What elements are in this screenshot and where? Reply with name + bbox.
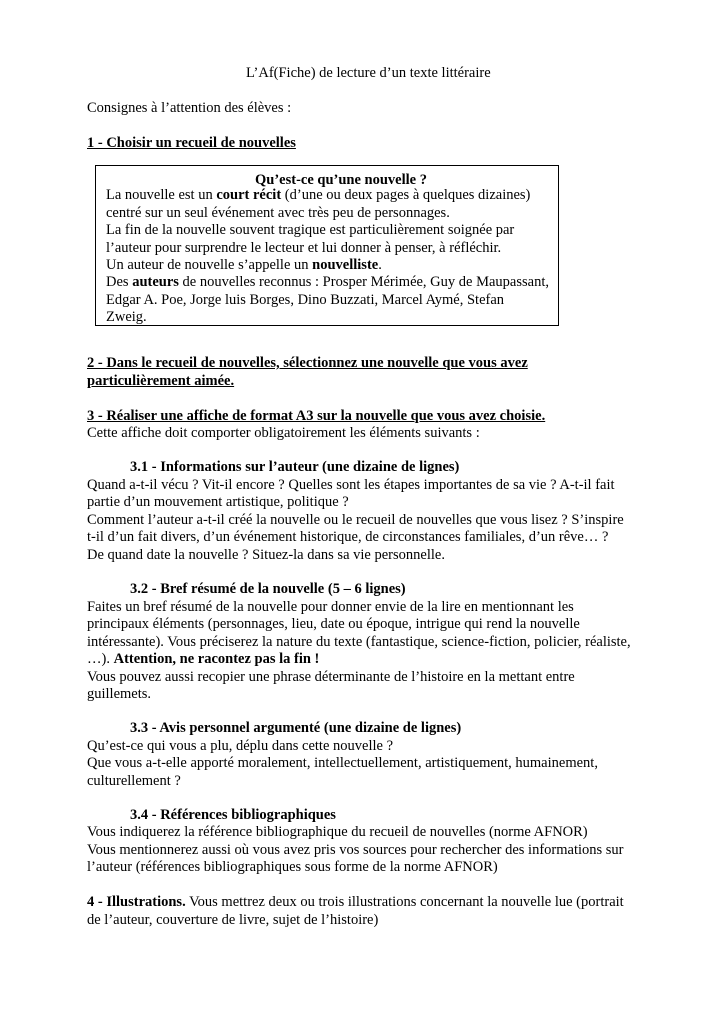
step2-heading-line-1: 2 - Dans le recueil de nouvelles, sélectionnez une nouvelle que vous avez bbox=[87, 355, 528, 371]
section-3-2-line-5: Vous pouvez aussi recopier une phrase déterminante de l’histoire en la mettant entre bbox=[87, 669, 575, 685]
document-title: L’Af(Fiche) de lecture d’un texte littéraire bbox=[246, 65, 491, 81]
section-3-1-heading: 3.1 - Informations sur l’auteur (une dizaine de lignes) bbox=[130, 459, 460, 475]
section-3-1-line-5: De quand date la nouvelle ? Situez-la dans sa vie personnelle. bbox=[87, 547, 445, 563]
box-line-3: La fin de la nouvelle souvent tragique est particulièrement soignée par bbox=[106, 222, 515, 238]
instructions-label: Consignes à l’attention des élèves : bbox=[87, 100, 292, 116]
section-3-3-line-2: Que vous a-t-elle apporté moralement, intellectuellement, artistiquement, humainement, bbox=[87, 755, 598, 771]
box-line-7: Edgar A. Poe, Jorge luis Borges, Dino Buzzati, Marcel Aymé, Stefan bbox=[106, 292, 505, 308]
box-line-6: Des auteurs de nouvelles reconnus : Prosper Mérimée, Guy de Maupassant, bbox=[106, 274, 549, 290]
section-3-2-line-3: intéressante). Vous préciserez la nature du texte (fantastique, science-fiction, policier, réaliste, bbox=[87, 634, 631, 650]
box-line-2: centré sur un seul événement avec très peu de personnages. bbox=[106, 205, 450, 221]
section-3-2-line-2: principaux éléments (personnages, lieu, date ou époque, intrigue qui rend la nouvelle bbox=[87, 616, 580, 632]
section-3-4-line-1: Vous indiquerez la référence bibliographique du recueil de nouvelles (norme AFNOR) bbox=[87, 824, 588, 840]
section-3-3-line-1: Qu’est-ce qui vous a plu, déplu dans cette nouvelle ? bbox=[87, 738, 394, 754]
section-3-1-line-2: partie d’un mouvement artistique, politique ? bbox=[87, 494, 349, 510]
section-3-2-heading: 3.2 - Bref résumé de la nouvelle (5 – 6 lignes) bbox=[130, 581, 406, 597]
step4-heading: 4 - Illustrations. bbox=[87, 894, 186, 910]
box-line-1: La nouvelle est un court récit (d’une ou deux pages à quelques dizaines) bbox=[106, 187, 531, 203]
section-3-1-line-4: t-il d’un fait divers, d’un événement historique, de circonstances familiales, d’un rêve… ? bbox=[87, 529, 609, 545]
section-3-2-line-1: Faites un bref résumé de la nouvelle pour donner envie de la lire en mentionnant les bbox=[87, 599, 574, 615]
step3-intro: Cette affiche doit comporter obligatoirement les éléments suivants : bbox=[87, 425, 480, 441]
step3-heading: 3 - Réaliser une affiche de format A3 sur la nouvelle que vous avez choisie. bbox=[87, 408, 546, 424]
section-3-1-line-1: Quand a-t-il vécu ? Vit-il encore ? Quelles sont les étapes importantes de sa vie ? A-t-il fait bbox=[87, 477, 615, 493]
section-3-1-line-3: Comment l’auteur a-t-il créé la nouvelle ou le recueil de nouvelles que vous lisez ? S’inspire bbox=[87, 512, 624, 528]
step2-heading-line-2: particulièrement aimée. bbox=[87, 373, 235, 389]
step1-heading: 1 - Choisir un recueil de nouvelles bbox=[87, 135, 296, 151]
step4-line-2: de l’auteur, couverture de livre, sujet de l’histoire) bbox=[87, 912, 379, 928]
box-line-4: l’auteur pour surprendre le lecteur et lui donner à penser, à réfléchir. bbox=[106, 240, 502, 256]
box-line-8: Zweig. bbox=[106, 309, 147, 325]
section-3-4-line-2: Vous mentionnerez aussi où vous avez pris vos sources pour rechercher des informations sur bbox=[87, 842, 624, 858]
section-3-2-line-4: …). Attention, ne racontez pas la fin ! bbox=[87, 651, 320, 667]
box-line-5: Un auteur de nouvelle s’appelle un nouvelliste. bbox=[106, 257, 382, 273]
section-3-4-heading: 3.4 - Références bibliographiques bbox=[130, 807, 336, 823]
section-3-3-heading: 3.3 - Avis personnel argumenté (une dizaine de lignes) bbox=[130, 720, 462, 736]
section-3-3-line-3: culturellement ? bbox=[87, 773, 181, 789]
box-title: Qu’est-ce qu’une nouvelle ? bbox=[255, 172, 427, 188]
section-3-2-line-6: guillemets. bbox=[87, 686, 152, 702]
step4-line-1: 4 - Illustrations. Vous mettrez deux ou trois illustrations concernant la nouvelle lue (portrait bbox=[87, 894, 624, 910]
section-3-4-line-3: l’auteur (références bibliographiques sous forme de la norme AFNOR) bbox=[87, 859, 498, 875]
